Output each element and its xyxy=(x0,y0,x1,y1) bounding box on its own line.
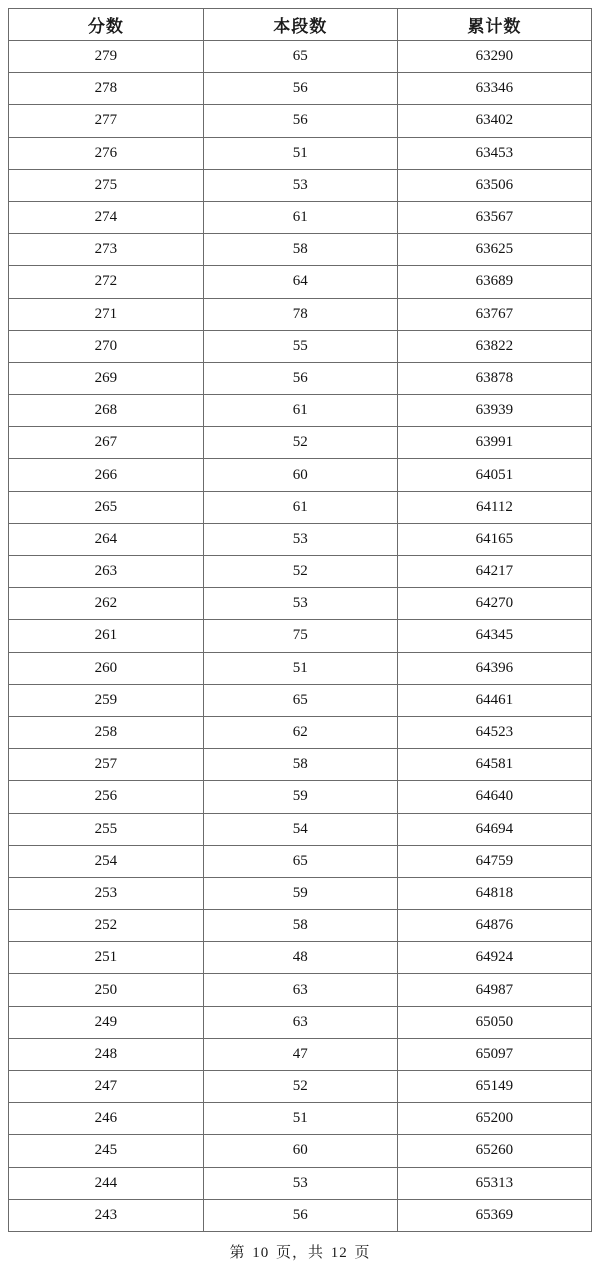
cell-cumulative-count: 63402 xyxy=(397,105,591,137)
table-header-row xyxy=(9,9,592,41)
cell-segment-count: 61 xyxy=(203,395,397,427)
cell-score: 259 xyxy=(9,684,204,716)
cell-segment-count: 60 xyxy=(203,1135,397,1167)
table-row xyxy=(9,41,592,73)
cell-score: 266 xyxy=(9,459,204,491)
table-row xyxy=(9,620,592,652)
table-row xyxy=(9,298,592,330)
cell-cumulative-count: 64051 xyxy=(397,459,591,491)
cell-cumulative-count: 64112 xyxy=(397,491,591,523)
cell-cumulative-count: 64640 xyxy=(397,781,591,813)
cell-cumulative-count: 63453 xyxy=(397,137,591,169)
page-footer xyxy=(8,1232,592,1262)
cell-score: 263 xyxy=(9,556,204,588)
table-body xyxy=(9,41,592,1232)
column-header-cumulative-count: 累计数 xyxy=(397,9,591,41)
table-row xyxy=(9,845,592,877)
table-row xyxy=(9,330,592,362)
cell-score: 276 xyxy=(9,137,204,169)
cell-cumulative-count: 64987 xyxy=(397,974,591,1006)
table-row xyxy=(9,942,592,974)
cell-segment-count: 52 xyxy=(203,427,397,459)
cell-score: 245 xyxy=(9,1135,204,1167)
cell-segment-count: 56 xyxy=(203,1199,397,1231)
cell-cumulative-count: 64165 xyxy=(397,523,591,555)
cell-segment-count: 56 xyxy=(203,362,397,394)
table-row xyxy=(9,1199,592,1231)
cell-score: 257 xyxy=(9,749,204,781)
cell-cumulative-count: 65313 xyxy=(397,1167,591,1199)
cell-segment-count: 63 xyxy=(203,974,397,1006)
table-row xyxy=(9,652,592,684)
cell-segment-count: 52 xyxy=(203,1071,397,1103)
cell-score: 251 xyxy=(9,942,204,974)
cell-score: 268 xyxy=(9,395,204,427)
cell-score: 255 xyxy=(9,813,204,845)
table-row xyxy=(9,813,592,845)
cell-segment-count: 75 xyxy=(203,620,397,652)
cell-score: 250 xyxy=(9,974,204,1006)
cell-cumulative-count: 64396 xyxy=(397,652,591,684)
cell-score: 277 xyxy=(9,105,204,137)
cell-cumulative-count: 63290 xyxy=(397,41,591,73)
cell-cumulative-count: 65097 xyxy=(397,1038,591,1070)
cell-cumulative-count: 65200 xyxy=(397,1103,591,1135)
cell-segment-count: 51 xyxy=(203,1103,397,1135)
cell-segment-count: 53 xyxy=(203,523,397,555)
cell-cumulative-count: 64217 xyxy=(397,556,591,588)
column-header-score: 分数 xyxy=(9,9,204,41)
cell-cumulative-count: 63346 xyxy=(397,73,591,105)
cell-cumulative-count: 63878 xyxy=(397,362,591,394)
cell-score: 275 xyxy=(9,169,204,201)
table-row xyxy=(9,1103,592,1135)
cell-cumulative-count: 64876 xyxy=(397,910,591,942)
cell-segment-count: 53 xyxy=(203,1167,397,1199)
cell-score: 249 xyxy=(9,1006,204,1038)
cell-segment-count: 48 xyxy=(203,942,397,974)
cell-segment-count: 78 xyxy=(203,298,397,330)
cell-segment-count: 65 xyxy=(203,41,397,73)
cell-score: 273 xyxy=(9,234,204,266)
cell-segment-count: 64 xyxy=(203,266,397,298)
cell-segment-count: 51 xyxy=(203,652,397,684)
cell-segment-count: 61 xyxy=(203,491,397,523)
footer-total-suffix: 页 xyxy=(354,1244,371,1261)
cell-cumulative-count: 65050 xyxy=(397,1006,591,1038)
table-row xyxy=(9,1135,592,1167)
table-row xyxy=(9,684,592,716)
cell-segment-count: 62 xyxy=(203,716,397,748)
cell-cumulative-count: 64759 xyxy=(397,845,591,877)
cell-cumulative-count: 64523 xyxy=(397,716,591,748)
cell-score: 248 xyxy=(9,1038,204,1070)
cell-cumulative-count: 64461 xyxy=(397,684,591,716)
cell-score: 278 xyxy=(9,73,204,105)
cell-score: 258 xyxy=(9,716,204,748)
table-row xyxy=(9,749,592,781)
cell-segment-count: 60 xyxy=(203,459,397,491)
cell-segment-count: 59 xyxy=(203,877,397,909)
cell-cumulative-count: 65369 xyxy=(397,1199,591,1231)
cell-segment-count: 61 xyxy=(203,201,397,233)
table-row xyxy=(9,491,592,523)
cell-cumulative-count: 64581 xyxy=(397,749,591,781)
cell-segment-count: 47 xyxy=(203,1038,397,1070)
footer-page-prefix: 第 xyxy=(229,1244,246,1261)
cell-score: 267 xyxy=(9,427,204,459)
cell-segment-count: 58 xyxy=(203,910,397,942)
table-row xyxy=(9,1038,592,1070)
cell-score: 252 xyxy=(9,910,204,942)
cell-segment-count: 65 xyxy=(203,845,397,877)
table-row xyxy=(9,266,592,298)
table-row xyxy=(9,588,592,620)
table-row xyxy=(9,73,592,105)
table-row xyxy=(9,362,592,394)
table-row xyxy=(9,523,592,555)
cell-cumulative-count: 64345 xyxy=(397,620,591,652)
table-row xyxy=(9,459,592,491)
cell-segment-count: 65 xyxy=(203,684,397,716)
cell-score: 269 xyxy=(9,362,204,394)
cell-cumulative-count: 63991 xyxy=(397,427,591,459)
table-row xyxy=(9,781,592,813)
cell-segment-count: 58 xyxy=(203,749,397,781)
cell-score: 274 xyxy=(9,201,204,233)
cell-cumulative-count: 63767 xyxy=(397,298,591,330)
cell-cumulative-count: 64270 xyxy=(397,588,591,620)
table-row xyxy=(9,877,592,909)
table-row xyxy=(9,234,592,266)
cell-score: 256 xyxy=(9,781,204,813)
cell-segment-count: 53 xyxy=(203,588,397,620)
table-header xyxy=(9,9,592,41)
table-row xyxy=(9,169,592,201)
cell-segment-count: 56 xyxy=(203,105,397,137)
table-row xyxy=(9,1071,592,1103)
cell-score: 279 xyxy=(9,41,204,73)
cell-cumulative-count: 64694 xyxy=(397,813,591,845)
cell-cumulative-count: 65149 xyxy=(397,1071,591,1103)
table-row xyxy=(9,716,592,748)
cell-segment-count: 51 xyxy=(203,137,397,169)
cell-score: 272 xyxy=(9,266,204,298)
cell-cumulative-count: 63939 xyxy=(397,395,591,427)
cell-cumulative-count: 64924 xyxy=(397,942,591,974)
cell-segment-count: 56 xyxy=(203,73,397,105)
score-distribution-table xyxy=(8,8,592,1232)
column-header-segment-count: 本段数 xyxy=(203,9,397,41)
table-row xyxy=(9,1167,592,1199)
cell-segment-count: 59 xyxy=(203,781,397,813)
cell-score: 247 xyxy=(9,1071,204,1103)
table-row xyxy=(9,395,592,427)
cell-score: 265 xyxy=(9,491,204,523)
cell-score: 264 xyxy=(9,523,204,555)
cell-score: 260 xyxy=(9,652,204,684)
cell-segment-count: 52 xyxy=(203,556,397,588)
table-row xyxy=(9,137,592,169)
cell-segment-count: 63 xyxy=(203,1006,397,1038)
cell-segment-count: 54 xyxy=(203,813,397,845)
table-row xyxy=(9,201,592,233)
cell-cumulative-count: 63689 xyxy=(397,266,591,298)
cell-score: 244 xyxy=(9,1167,204,1199)
cell-score: 246 xyxy=(9,1103,204,1135)
cell-segment-count: 55 xyxy=(203,330,397,362)
cell-score: 243 xyxy=(9,1199,204,1231)
table-row xyxy=(9,1006,592,1038)
cell-cumulative-count: 63625 xyxy=(397,234,591,266)
cell-cumulative-count: 63506 xyxy=(397,169,591,201)
cell-score: 261 xyxy=(9,620,204,652)
cell-score: 270 xyxy=(9,330,204,362)
footer-page-number: 10 xyxy=(252,1244,270,1261)
cell-score: 253 xyxy=(9,877,204,909)
cell-cumulative-count: 64818 xyxy=(397,877,591,909)
cell-score: 262 xyxy=(9,588,204,620)
table-row xyxy=(9,910,592,942)
table-row xyxy=(9,105,592,137)
cell-segment-count: 53 xyxy=(203,169,397,201)
footer-total-pages: 12 xyxy=(330,1244,348,1261)
cell-cumulative-count: 63822 xyxy=(397,330,591,362)
table-row xyxy=(9,427,592,459)
cell-score: 254 xyxy=(9,845,204,877)
table-row xyxy=(9,974,592,1006)
cell-cumulative-count: 65260 xyxy=(397,1135,591,1167)
cell-score: 271 xyxy=(9,298,204,330)
cell-cumulative-count: 63567 xyxy=(397,201,591,233)
table-row xyxy=(9,556,592,588)
cell-segment-count: 58 xyxy=(203,234,397,266)
footer-page-suffix: 页，共 xyxy=(275,1244,324,1261)
